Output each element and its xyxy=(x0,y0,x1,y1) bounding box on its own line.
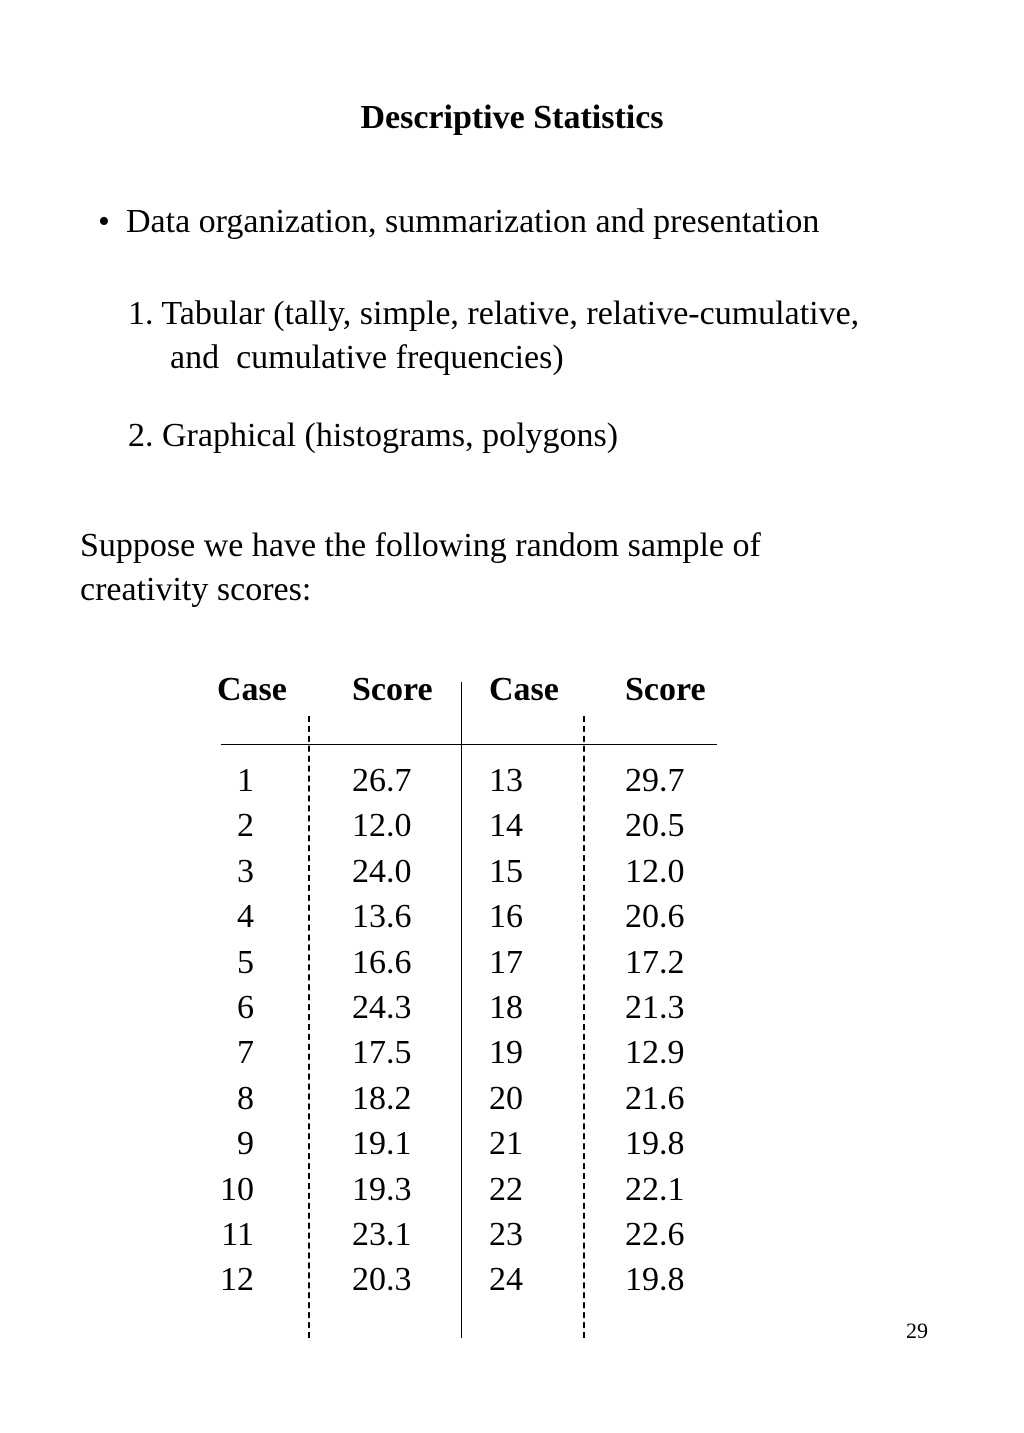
table-cell-case: 18 xyxy=(489,989,523,1026)
table-cell-score: 23.1 xyxy=(352,1216,412,1253)
paragraph-line1: Suppose we have the following random sample of xyxy=(80,527,761,564)
table-cell-score: 12.0 xyxy=(352,807,412,845)
table-header-rule xyxy=(221,744,717,745)
table-cell-score: 19.1 xyxy=(352,1125,412,1163)
table-dashed-divider-right xyxy=(583,716,585,1338)
table-cell-score: 12.9 xyxy=(625,1034,685,1072)
table-cell-case: 24 xyxy=(489,1261,523,1299)
table-cell-case: 21 xyxy=(489,1125,523,1163)
table-cell-case: 9 xyxy=(237,1125,254,1163)
table-dashed-divider-left xyxy=(308,716,310,1338)
table-cell-score: 17.5 xyxy=(352,1034,412,1072)
table-cell-case: 16 xyxy=(489,898,523,936)
table-cell-score: 19.8 xyxy=(625,1125,685,1163)
table-cell-score: 26.7 xyxy=(352,762,412,799)
table-cell-score: 19.8 xyxy=(625,1261,685,1299)
table-cell-case: 23 xyxy=(489,1216,523,1253)
table-cell-case: 17 xyxy=(489,943,523,981)
table-cell-case: 1 xyxy=(237,762,254,799)
table-cell-score: 17.2 xyxy=(625,943,685,981)
table-cell-case: 4 xyxy=(237,898,254,936)
table-cell-case: 5 xyxy=(237,943,254,981)
table-header-case-1: Case xyxy=(217,671,287,708)
table-cell-score: 29.7 xyxy=(625,762,685,799)
table-cell-score: 21.3 xyxy=(625,989,685,1026)
table-cell-case: 6 xyxy=(237,989,254,1026)
table-cell-score: 24.0 xyxy=(352,852,412,890)
table-cell-case: 22 xyxy=(489,1170,523,1208)
bullet-text: Data organization, summarization and presentation xyxy=(126,203,820,240)
table-cell-case: 20 xyxy=(489,1079,523,1117)
table-cell-score: 12.0 xyxy=(625,852,685,890)
table-cell-case: 8 xyxy=(237,1079,254,1117)
table-cell-score: 24.3 xyxy=(352,989,412,1026)
table-cell-score: 20.6 xyxy=(625,898,685,936)
paragraph-line2: creativity scores: xyxy=(80,571,312,608)
table-cell-case: 12 xyxy=(220,1261,254,1299)
table-header-score-2: Score xyxy=(625,671,706,708)
table-cell-score: 20.5 xyxy=(625,807,685,845)
bullet-marker: • xyxy=(98,203,110,240)
table-cell-score: 13.6 xyxy=(352,898,412,936)
table-cell-case: 11 xyxy=(221,1216,254,1253)
list-item-tabular-line2: and cumulative frequencies) xyxy=(170,339,564,376)
table-center-divider xyxy=(461,682,462,1338)
table-cell-case: 19 xyxy=(489,1034,523,1072)
table-cell-case: 13 xyxy=(489,762,523,799)
table-cell-score: 22.1 xyxy=(625,1170,685,1208)
table-cell-score: 16.6 xyxy=(352,943,412,981)
page-number: 29 xyxy=(906,1318,928,1343)
table-cell-case: 2 xyxy=(237,807,254,845)
table-cell-case: 7 xyxy=(237,1034,254,1072)
page-title: Descriptive Statistics xyxy=(360,99,664,136)
list-item-graphical: 2. Graphical (histograms, polygons) xyxy=(128,417,619,454)
list-item-tabular-line1: 1. Tabular (tally, simple, relative, relative-cumulative, xyxy=(128,295,860,332)
table-cell-case: 14 xyxy=(489,807,523,845)
table-header-case-2: Case xyxy=(489,671,559,708)
table-cell-case: 15 xyxy=(489,852,523,890)
table-cell-score: 19.3 xyxy=(352,1170,412,1208)
table-cell-case: 3 xyxy=(237,852,254,890)
table-cell-score: 20.3 xyxy=(352,1261,412,1299)
table-cell-score: 21.6 xyxy=(625,1079,685,1117)
table-header-score-1: Score xyxy=(352,671,433,708)
table-cell-case: 10 xyxy=(220,1170,254,1208)
table-cell-score: 18.2 xyxy=(352,1079,412,1117)
table-cell-score: 22.6 xyxy=(625,1216,685,1253)
